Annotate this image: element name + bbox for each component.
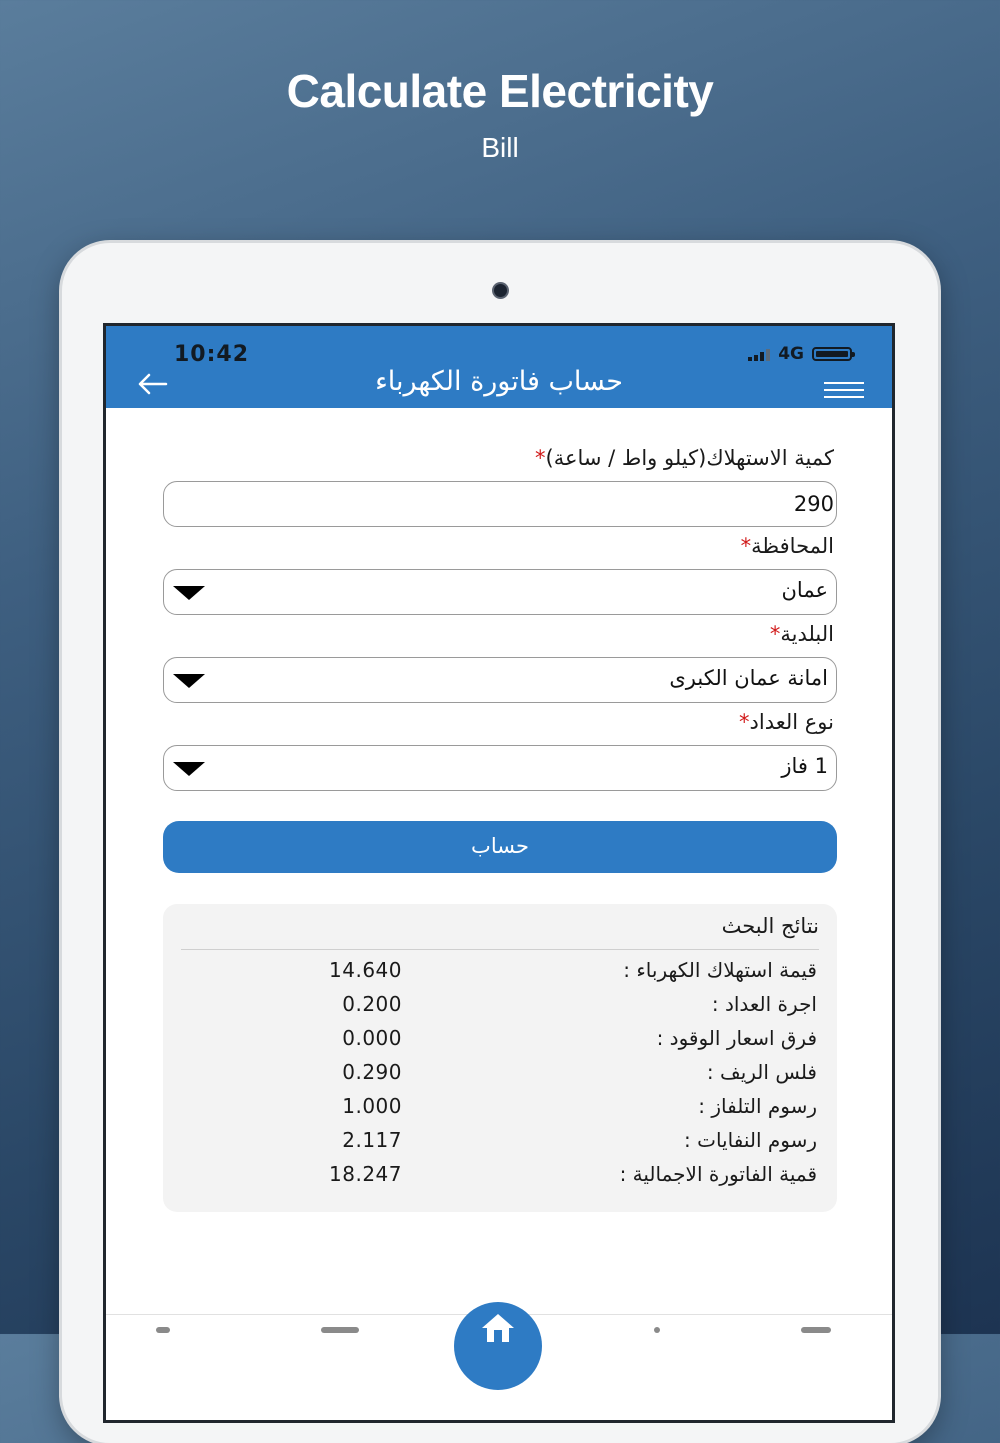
network-type: 4G — [778, 344, 804, 364]
result-value: 1.000 — [342, 1094, 402, 1118]
results-panel — [163, 904, 837, 1212]
signal-icon — [748, 347, 770, 361]
result-value: 0.290 — [342, 1060, 402, 1084]
consumption-label — [535, 446, 834, 470]
municipality-select[interactable] — [163, 657, 837, 703]
result-row — [163, 1026, 837, 1060]
required-mark: * — [739, 710, 750, 734]
result-label: رسوم التلفاز : — [698, 1094, 817, 1118]
dropdown-arrow-icon[interactable] — [173, 674, 205, 688]
result-row — [163, 992, 837, 1026]
result-label: فرق اسعار الوقود : — [656, 1026, 817, 1050]
governorate-label-text: المحافظة — [751, 534, 834, 558]
consumption-field[interactable] — [163, 481, 837, 527]
results-title: نتائج البحث — [721, 914, 819, 938]
result-label: رسوم النفايات : — [684, 1128, 817, 1152]
hamburger-menu-icon[interactable] — [824, 382, 864, 400]
promo-title: Calculate Electricity — [286, 65, 714, 117]
result-label: قمية الفاتورة الاجمالية : — [619, 1162, 817, 1186]
municipality-label-text: البلدية — [780, 622, 834, 646]
camera-icon — [494, 284, 507, 297]
result-label: فلس الريف : — [706, 1060, 817, 1084]
result-row — [163, 1094, 837, 1128]
result-label: قيمة استهلاك الكهرباء : — [623, 958, 817, 982]
result-value: 2.117 — [342, 1128, 402, 1152]
result-row — [163, 1162, 837, 1196]
app-bar — [106, 326, 892, 408]
dropdown-arrow-icon[interactable] — [173, 586, 205, 600]
home-button[interactable] — [454, 1302, 542, 1390]
result-value: 18.247 — [329, 1162, 402, 1186]
governorate-selected: عمان — [781, 578, 828, 602]
result-label: اجرة العداد : — [711, 992, 817, 1016]
calculate-button[interactable]: حساب — [163, 821, 837, 873]
results-divider — [181, 949, 819, 950]
meter-type-label-text: نوع العداد — [749, 710, 834, 734]
governorate-label — [741, 534, 834, 558]
tablet-frame — [62, 243, 938, 1443]
municipality-selected: امانة عمان الكبرى — [669, 666, 828, 690]
nav-item-icon[interactable] — [321, 1327, 359, 1333]
status-indicators — [748, 344, 852, 364]
meter-type-selected: 1 فاز — [781, 754, 828, 778]
battery-icon — [812, 347, 852, 361]
result-row — [163, 1128, 837, 1162]
required-mark: * — [769, 622, 781, 646]
result-value: 0.000 — [342, 1026, 402, 1050]
home-icon — [480, 1312, 516, 1342]
meter-type-label — [739, 710, 834, 734]
result-row — [163, 1060, 837, 1094]
status-time: 10:42 — [174, 342, 250, 367]
nav-item-icon[interactable] — [156, 1327, 170, 1333]
dropdown-arrow-icon[interactable] — [173, 762, 205, 776]
app-screen — [103, 323, 895, 1423]
bottom-nav — [106, 1314, 892, 1423]
meter-type-select[interactable] — [163, 745, 837, 791]
governorate-select[interactable] — [163, 569, 837, 615]
consumption-input[interactable] — [164, 482, 836, 526]
promo-subtitle: Bill — [481, 132, 519, 163]
nav-item-icon[interactable] — [801, 1327, 831, 1333]
municipality-label — [770, 622, 834, 646]
result-value: 14.640 — [329, 958, 402, 982]
page-title: حساب فاتورة الكهرباء — [375, 366, 623, 397]
required-mark: * — [740, 534, 752, 558]
result-value: 0.200 — [342, 992, 402, 1016]
required-mark: * — [535, 446, 546, 470]
result-row — [163, 958, 837, 992]
nav-item-icon[interactable] — [654, 1327, 660, 1333]
consumption-label-text: كمية الاستهلاك(كيلو واط / ساعة) — [545, 446, 834, 470]
